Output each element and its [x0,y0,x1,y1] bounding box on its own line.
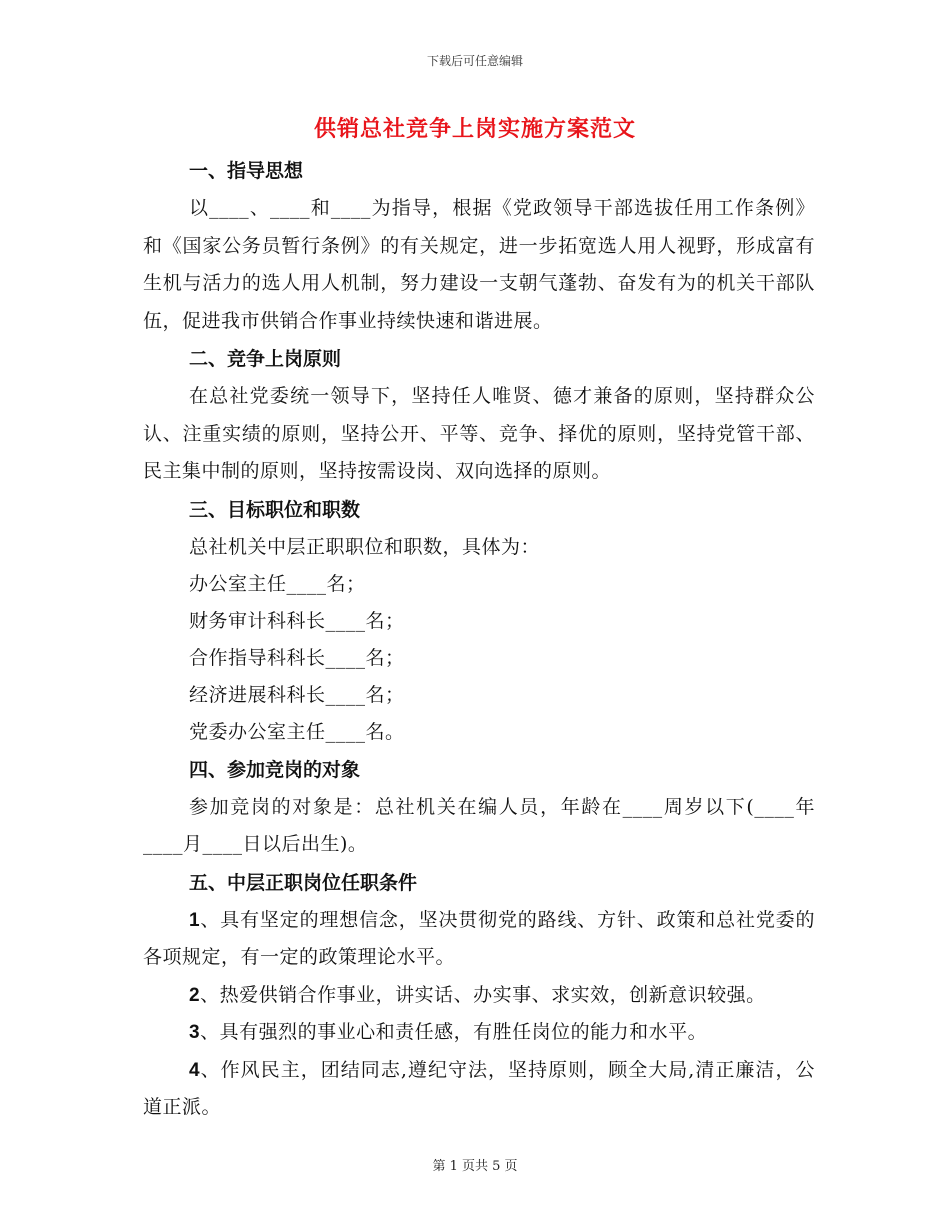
position-line: 合作指导科科长____名； [189,646,405,669]
section-heading-5: 五、中层正职岗位任职条件 [189,871,418,894]
section-paragraph-2: 在总社党委统一领导下，坚持任人唯贤、德才兼备的原则，坚持群众公认、注重实绩的原则，坚持公开、平等、竞争、择优的原则，坚持党管干部、民主集中制的原则，坚持按需设岗、双向选择的原则。 [143,385,815,482]
header-note: 下载后可任意编辑 [426,54,523,68]
condition-number: 1 [189,909,201,931]
section-heading-4: 四、参加竞岗的对象 [189,758,361,781]
document-title: 供销总社竞争上岗实施方案范文 [313,116,636,142]
condition-number: 2 [189,984,201,1006]
condition-number: 3 [189,1022,201,1043]
positions-intro: 总社机关中层正职职位和职数，具体为： [189,535,541,558]
position-line: 党委办公室主任____名。 [189,720,405,743]
section-heading-3: 三、目标职位和职数 [189,498,361,521]
section-heading-2: 二、竞争上岗原则 [189,348,342,370]
condition-text: 、具有强烈的事业心和责任感，有胜任岗位的能力和水平。 [200,1021,708,1043]
condition-item-4 [143,1052,815,1127]
section-heading-1: 一、指导思想 [189,160,304,182]
position-line: 经济进展科科长____名； [189,683,405,706]
condition-text: 、热爱供销合作事业，讲实话、办实事、求实效，创新意识较强。 [200,983,766,1006]
condition-text: 、具有坚定的理想信念，坚决贯彻党的路线、方针、政策和总社党委的各项规定，有一定的政策理论水平。 [143,908,815,968]
position-line: 财务审计科科长____名； [189,609,405,632]
section-paragraph-1: 以____、____和____为指导，根据《党政领导干部选拔任用工作条例》和《国家公务员暂行条例》的有关规定，进一步拓宽选人用人视野，形成富有生机与活力的选人用人机制，努力建设一支朝气蓬勃、奋发有为的机关干部队伍，促进我市供销合作事业持续快速和谐进展。 [143,197,815,332]
document-body [143,152,815,1127]
condition-number: 4 [189,1059,201,1081]
section-paragraph-4: 参加竞岗的对象是：总社机关在编人员，年龄在____周岁以下(____年____月____日以后出生)。 [143,795,815,855]
condition-text: 、作风民主，团结同志,遵纪守法，坚持原则，顾全大局,清正廉洁，公道正派。 [143,1058,815,1118]
condition-item-3 [143,1014,815,1052]
condition-item-1 [143,902,815,977]
condition-item-2 [143,977,815,1015]
page-footer: 第 1 页共 5 页 [432,1159,518,1174]
position-line: 办公室主任____名； [189,572,366,595]
